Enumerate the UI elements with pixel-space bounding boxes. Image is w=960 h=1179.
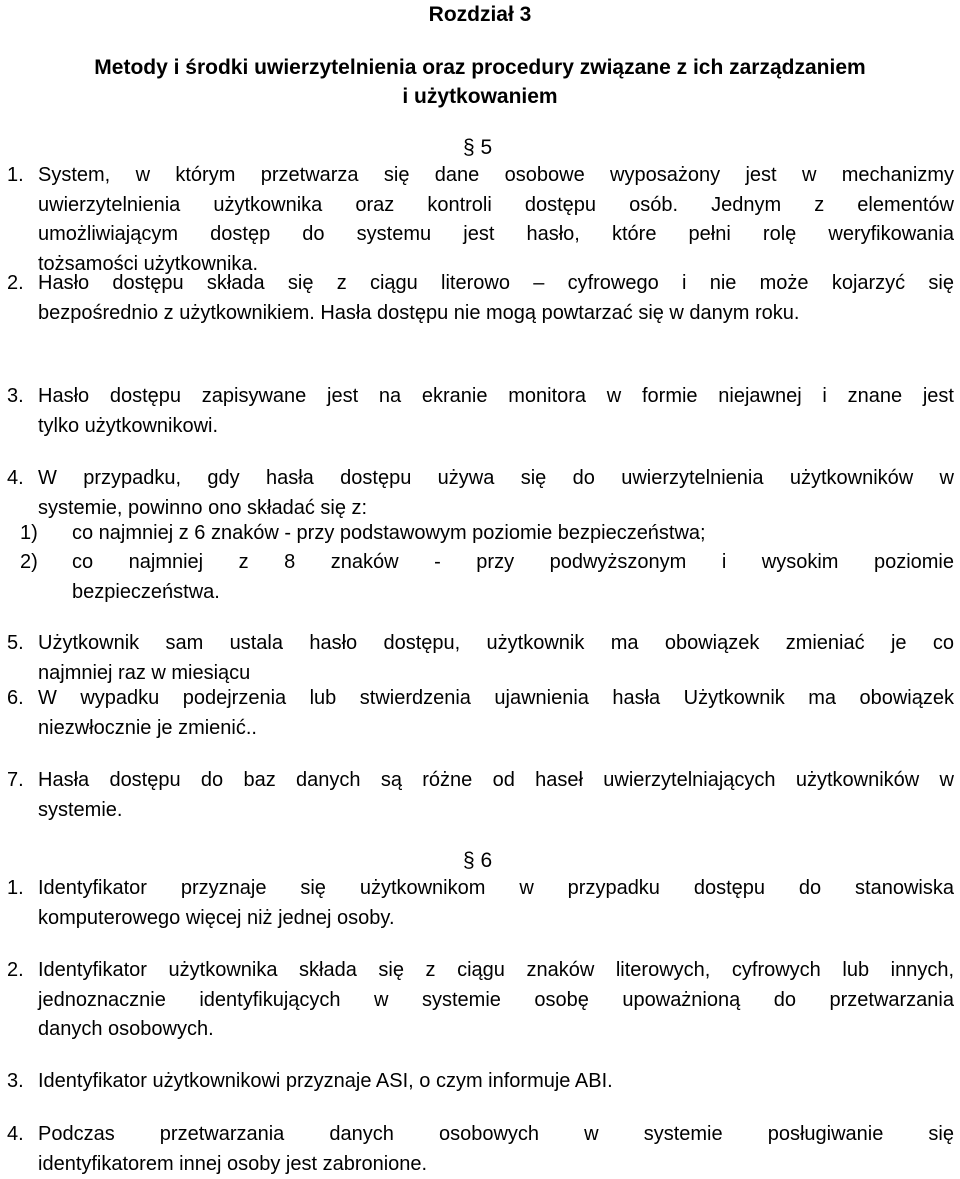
item-text-line: jednoznacznie identyfikujących w systemie osobę upoważnioną do przetwarzania — [7, 986, 954, 1016]
item-text-line: Podczas przetwarzania danych osobowych w systemie posługiwanie się — [38, 1123, 954, 1145]
item-number: 1. — [7, 874, 38, 904]
item-number: 2. — [7, 269, 38, 299]
chapter-title — [0, 53, 960, 111]
item-text-line: najmniej raz w miesiącu — [7, 659, 954, 689]
subitem-number: 1) — [20, 519, 72, 549]
item-text-line: komputerowego więcej niż jednej osoby. — [7, 904, 954, 934]
section-mark-5: § 5 — [463, 133, 492, 163]
section5-item-7 — [7, 766, 954, 825]
section6-item-3 — [7, 1067, 954, 1097]
item-text-line: identyfikatorem innej osoby jest zabronione. — [7, 1150, 954, 1179]
item-text-line: Identyfikator użytkownika składa się z ciągu znaków literowych, cyfrowych lub innych, — [38, 959, 954, 981]
item-text-line: W wypadku podejrzenia lub stwierdzenia ujawnienia hasła Użytkownik ma obowiązek — [38, 687, 954, 709]
section6-item-2 — [7, 956, 954, 1045]
item-text-line: Użytkownik sam ustala hasło dostępu, użytkownik ma obowiązek zmieniać je co — [38, 632, 954, 654]
item-text-line: W przypadku, gdy hasła dostępu używa się do uwierzytelnienia użytkowników w — [38, 467, 954, 489]
item-text-line: uwierzytelnienia użytkownika oraz kontroli dostępu osób. Jednym z elementów — [7, 191, 954, 221]
item-number: 4. — [7, 1120, 38, 1150]
item-number: 1. — [7, 161, 38, 191]
subitem-number: 2) — [20, 548, 72, 578]
subitem-text-line: bezpieczeństwa. — [20, 578, 954, 608]
section6-item-1 — [7, 874, 954, 933]
item-text-line: Identyfikator przyznaje się użytkownikom w przypadku dostępu do stanowiska — [38, 877, 954, 899]
chapter-title-line-2: i użytkowaniem — [0, 82, 960, 111]
section5-item-4 — [7, 464, 954, 523]
item-text-line: bezpośrednio z użytkownikiem. Hasła dostępu nie mogą powtarzać się w danym roku. — [7, 299, 954, 329]
section5-item-6 — [7, 684, 954, 743]
section6-item-4 — [7, 1120, 954, 1179]
item-number: 7. — [7, 766, 38, 796]
item-text-line: tylko użytkownikowi. — [7, 412, 954, 442]
item-text-line: System, w którym przetwarza się dane osobowe wyposażony jest w mechanizmy — [38, 164, 954, 186]
section-mark-6: § 6 — [463, 846, 492, 876]
item-number: 2. — [7, 956, 38, 986]
item-text-line: systemie, powinno ono składać się z: — [7, 494, 954, 524]
item-text-line: umożliwiającym dostęp do systemu jest hasło, które pełni rolę weryfikowania — [7, 220, 954, 250]
section5-item-3 — [7, 382, 954, 441]
section5-item-5 — [7, 629, 954, 688]
subitem-text-line: co najmniej z 6 znaków - przy podstawowym poziomie bezpieczeństwa; — [72, 522, 706, 544]
item-text-line: danych osobowych. — [7, 1015, 954, 1045]
section5-subitem-2 — [20, 548, 954, 607]
item-number: 5. — [7, 629, 38, 659]
item-number: 3. — [7, 382, 38, 412]
section5-item-1 — [7, 161, 954, 279]
item-number: 4. — [7, 464, 38, 494]
item-text-line: Hasła dostępu do baz danych są różne od haseł uwierzytelniających użytkowników w — [38, 769, 954, 791]
item-text-line: tożsamości użytkownika. — [7, 250, 954, 280]
item-number: 6. — [7, 684, 38, 714]
chapter-title-line-1: Metody i środki uwierzytelnienia oraz procedury związane z ich zarządzaniem — [0, 53, 960, 82]
item-text-line: Hasło dostępu zapisywane jest na ekranie monitora w formie niejawnej i znane jest — [38, 385, 954, 407]
subitem-text-line: co najmniej z 8 znaków - przy podwyższonym i wysokim poziomie — [72, 551, 954, 573]
item-text-line: Hasło dostępu składa się z ciągu literowo – cyfrowego i nie może kojarzyć się — [38, 272, 954, 294]
item-text-line: Identyfikator użytkownikowi przyznaje ASI, o czym informuje ABI. — [38, 1070, 613, 1092]
item-text-line: niezwłocznie je zmienić.. — [7, 714, 954, 744]
chapter-heading: Rozdział 3 — [0, 0, 960, 30]
item-text-line: systemie. — [7, 796, 954, 826]
item-number: 3. — [7, 1067, 38, 1097]
section5-item-2 — [7, 269, 954, 328]
section5-subitem-1 — [20, 519, 954, 549]
